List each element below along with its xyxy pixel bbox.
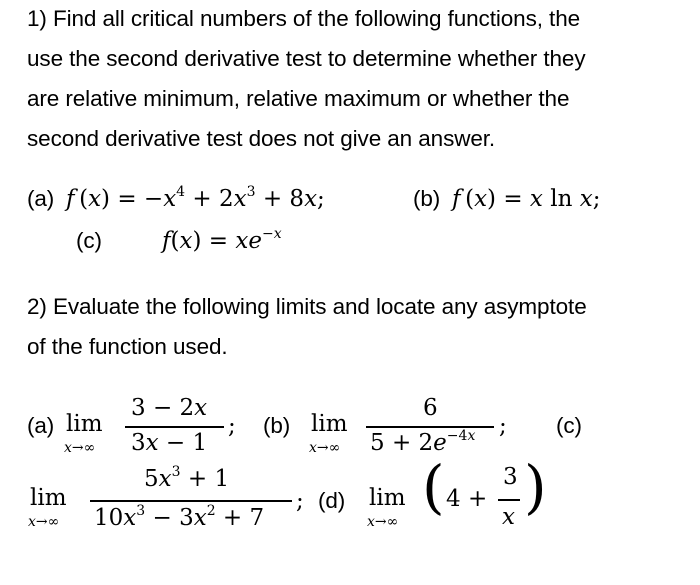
q2-d-lim-sub: x→∞	[367, 514, 399, 530]
q1-b-formula: f (x) = x ln x;	[451, 186, 601, 212]
q2-c-fraction-bar	[90, 500, 292, 502]
q2-b-denominator: $5 + 2e^{-4x}$	[370, 428, 476, 456]
q2-b-lim-sub: x→∞	[309, 440, 341, 456]
q1-line-2: use the second derivative test to determine whether they	[27, 46, 586, 71]
q1-a-formula: f $(x) = -x^4 + 2x^3 + 8x$;	[65, 184, 325, 212]
q1-c-label: (c)	[76, 228, 102, 253]
q2-d-label: (d)	[318, 488, 346, 513]
q2-b-numerator: 6	[423, 395, 438, 421]
q2-d-inner: 4 +	[446, 486, 488, 512]
q2-c-lim: lim	[30, 485, 67, 511]
q2-a-denominator: 3x − 1	[131, 430, 208, 456]
q2-a-lim-sub: x→∞	[64, 440, 96, 456]
q2-d-frac-den: x	[502, 504, 515, 530]
q2-d-lim: lim	[369, 485, 406, 511]
q2-b-label: (b)	[263, 413, 291, 438]
q2-d-left-paren: (	[422, 453, 445, 521]
q2-c-denominator: $10x^3 - 3x^2 + 7$	[94, 503, 265, 531]
q1-line-1: 1) Find all critical numbers of the following functions, the	[27, 6, 581, 31]
q2-a-numerator: 3 − 2x	[131, 395, 208, 421]
q2-c-lim-sub: x→∞	[28, 514, 60, 530]
q2-a-lim: lim	[66, 411, 103, 437]
q2-c-numerator: $5x^3 + 1$	[144, 464, 230, 492]
q1-part-b	[413, 186, 600, 212]
q2-c-label: (c)	[556, 413, 582, 438]
q2-b-lim: lim	[311, 411, 348, 437]
q2-b-semicolon: ;	[499, 413, 507, 439]
q1-part-a-b	[27, 186, 325, 212]
q1-line-3: are relative minimum, relative maximum or whether the	[27, 86, 570, 111]
q2-d-frac-num: 3	[503, 464, 518, 490]
q1-a-label: (a)	[27, 186, 55, 211]
q2-a-fraction-bar	[125, 426, 224, 428]
q2-d-right-paren: )	[524, 453, 547, 521]
q1-line-4: second derivative test does not give an answer.	[27, 126, 496, 151]
q2-line-2: of the function used.	[27, 334, 228, 359]
q2-line-1: 2) Evaluate the following limits and locate any asymptote	[27, 294, 587, 319]
q2-c-semicolon: ;	[296, 488, 304, 514]
q2-a-label: (a)	[27, 413, 55, 438]
q2-a-semicolon: ;	[228, 413, 236, 439]
q2-d-fraction-bar	[498, 499, 520, 501]
q1-b-label: (b)	[413, 186, 441, 211]
q1-c-formula: $f(x) = xe^{-x}$	[162, 226, 282, 254]
